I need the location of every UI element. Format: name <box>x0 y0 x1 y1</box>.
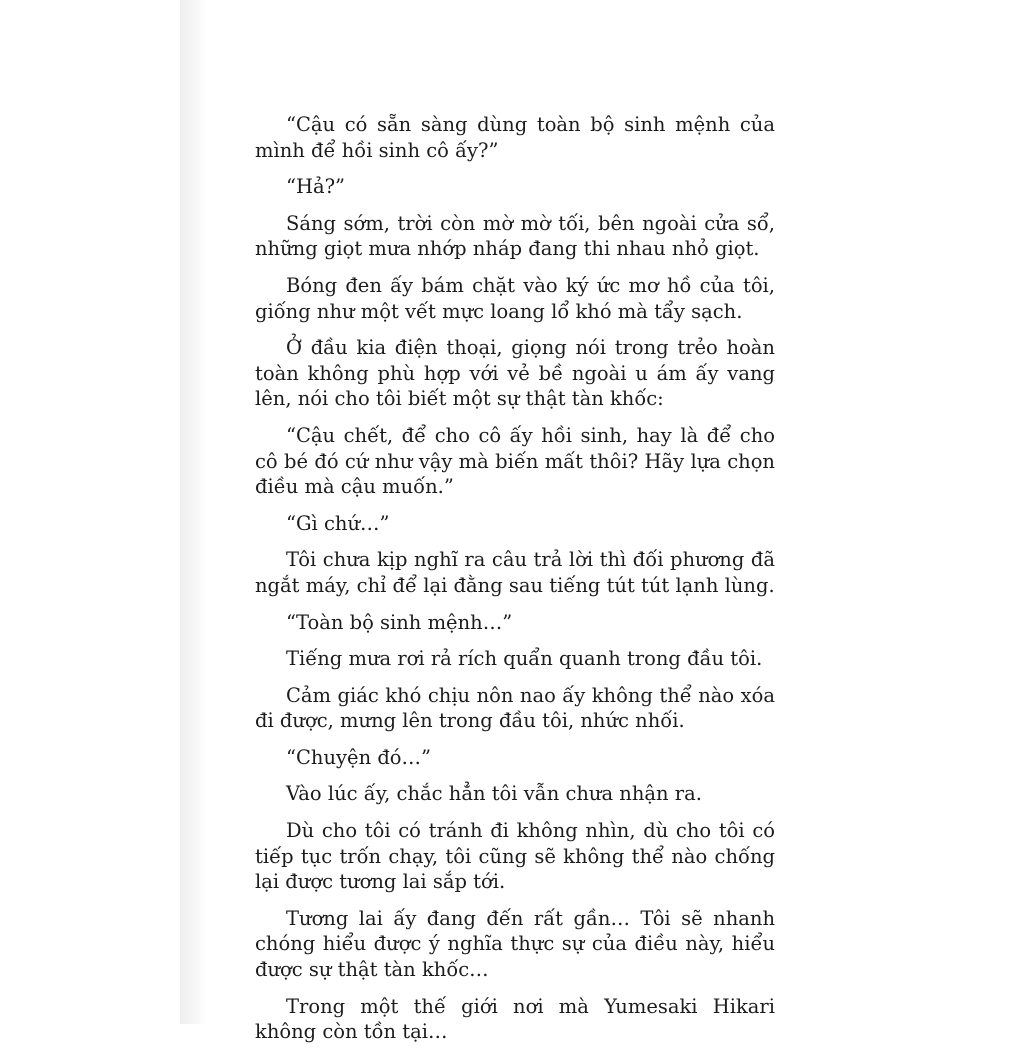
paragraph: Trong một thế giới nơi mà Yumesaki Hikari không còn tồn tại… <box>255 994 775 1044</box>
paragraph: “Gì chứ…” <box>286 511 390 535</box>
paragraph: Ở đầu kia điện thoại, giọng nói trong trẻo hoàn toàn không phù hợp với vẻ bề ngoài u ám ấy vang lên, nói cho tôi biết một sự thật tàn khốc: <box>255 336 775 411</box>
page-body-text <box>255 112 775 1056</box>
paragraph: “Hả?” <box>286 175 346 199</box>
paragraph: Sáng sớm, trời còn mờ mờ tối, bên ngoài cửa sổ, những giọt mưa nhớp nháp đang thi nhau nhỏ giọt. <box>255 211 775 261</box>
paragraph: “Chuyện đó…” <box>286 745 432 769</box>
paragraph: Bóng đen ấy bám chặt vào ký ức mơ hồ của tôi, giống như một vết mực loang lổ khó mà tẩy sạch. <box>255 273 775 323</box>
paragraph: “Cậu chết, để cho cô ấy hồi sinh, hay là để cho cô bé đó cứ như vậy mà biến mất thôi? Hãy lựa chọn điều mà cậu muốn.” <box>255 423 775 499</box>
paragraph: Vào lúc ấy, chắc hẳn tôi vẫn chưa nhận ra. <box>286 782 702 806</box>
paragraph: “Toàn bộ sinh mệnh…” <box>286 610 513 634</box>
paragraph: Tương lai ấy đang đến rất gần… Tôi sẽ nhanh chóng hiểu được ý nghĩa thực sự của điều này, hiểu được sự thật tàn khốc… <box>255 906 775 982</box>
page-gutter-shadow <box>180 0 206 1024</box>
paragraph: Tiếng mưa rơi rả rích quẩn quanh trong đầu tôi. <box>286 647 763 671</box>
paragraph: “Cậu có sẵn sàng dùng toàn bộ sinh mệnh của mình để hồi sinh cô ấy?” <box>255 113 775 162</box>
paragraph: Cảm giác khó chịu nôn nao ấy không thể nào xóa đi được, mưng lên trong đầu tôi, nhức nhối. <box>255 683 775 733</box>
paragraph: Dù cho tôi có tránh đi không nhìn, dù cho tôi có tiếp tục trốn chạy, tôi cũng sẽ không thể nào chống lại được tương lai sắp tới. <box>255 819 775 894</box>
paragraph: Tôi chưa kịp nghĩ ra câu trả lời thì đối phương đã ngắt máy, chỉ để lại đằng sau tiếng tút tút lạnh lùng. <box>255 548 775 597</box>
